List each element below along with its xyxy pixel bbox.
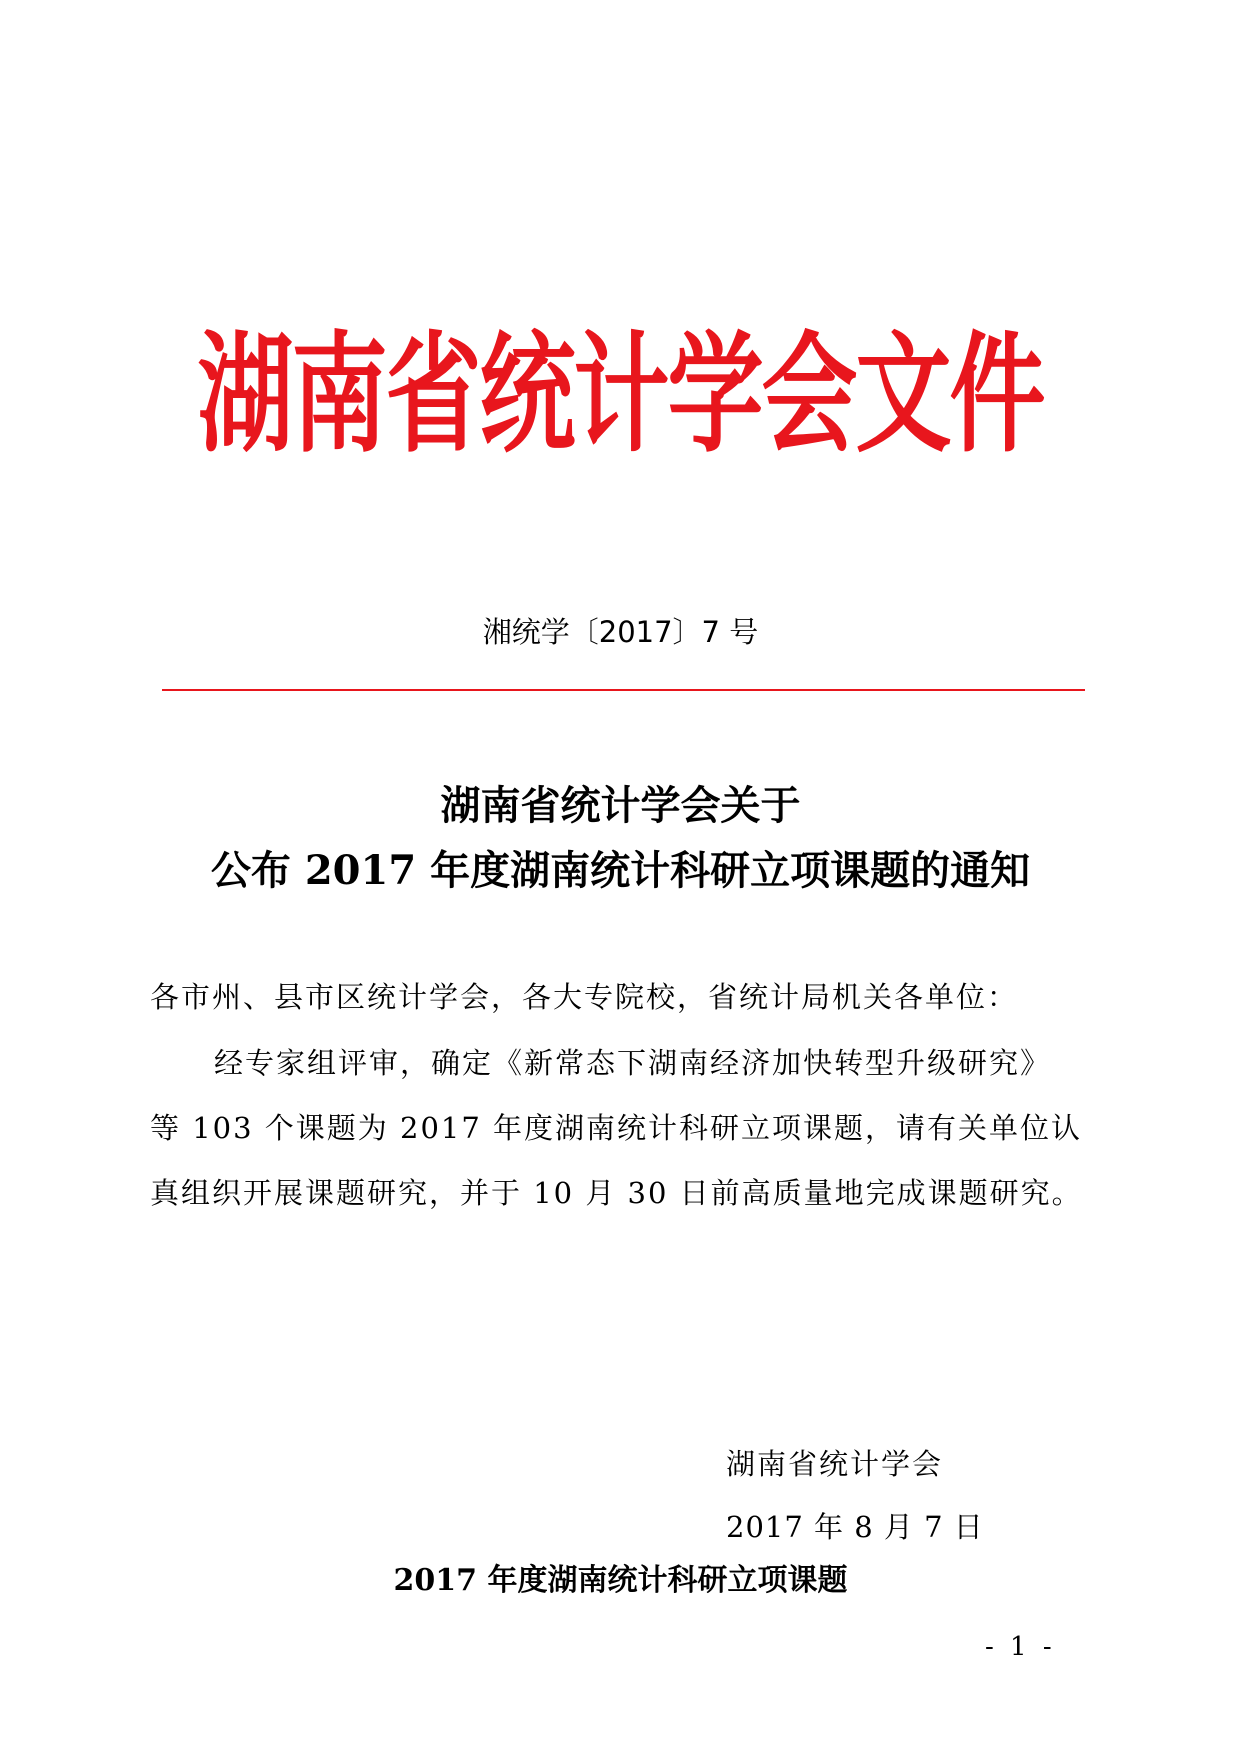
signature-date: 2017 年 8 月 7 日 [726,1510,984,1544]
body-paragraph-line-2: 等 103 个课题为 2017 年度湖南统计科研立项课题，请有关单位认 [150,1111,1083,1145]
masthead-title: 湖南省统计学会文件 [197,319,1044,471]
notice-title-line-2: 公布 2017 年度湖南统计科研立项课题的通知 [210,847,1031,894]
body-paragraph-line-3: 真组织开展课题研究，并于 10 月 30 日前高质量地完成课题研究。 [150,1176,1083,1210]
notice-title-line-1: 湖南省统计学会关于 [440,782,801,829]
document-number: 湘统学〔2017〕7 号 [482,615,759,649]
body-paragraph-line-1: 经专家组评审，确定《新常态下湖南经济加快转型升级研究》 [214,1046,1052,1080]
red-divider-line [162,689,1085,691]
signature-organization: 湖南省统计学会 [726,1447,944,1481]
project-list-heading: 2017 年度湖南统计科研立项课题 [393,1563,848,1598]
page-number: - 1 - [985,1632,1056,1662]
addressee-line: 各市州、县市区统计学会，各大专院校，省统计局机关各单位： [150,980,1019,1014]
